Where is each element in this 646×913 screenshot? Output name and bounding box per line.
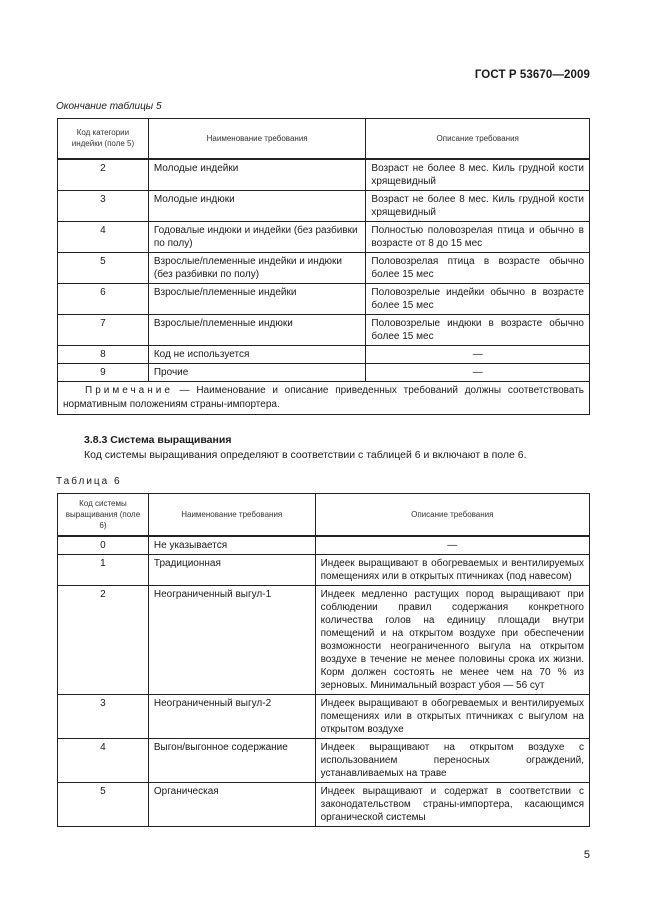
- table6-caption: Таблица 6: [56, 476, 122, 487]
- table-row: [58, 252, 590, 283]
- section-text: Код системы выращивания определяют в соответствии с таблицей 6 и включают в поле 6.: [84, 449, 527, 461]
- column-header-name: Наименование требования: [148, 119, 366, 159]
- row-description: Половозрелые индюки в возрасте обычно более 15 мес: [366, 314, 590, 345]
- table-row: [58, 585, 590, 694]
- table-row: [58, 782, 590, 826]
- column-header-description: Описание требования: [315, 494, 589, 536]
- row-description: Индеек медленно растущих пород выращивают при соблюдении правил содержания конкретного количества голов на единицу площади внутри помещений и на открытом воздухе при обеспечении возможности неограниченного выгула на открытом воздухе в течение не менее половины срока их жизни. Корм должен состоять не менее чем на 70 % из зерновых. Минимальный возраст убоя — 56 сут: [315, 585, 589, 694]
- row-name: Традиционная: [148, 554, 315, 585]
- table-row: [58, 363, 590, 381]
- table-row: [58, 283, 590, 314]
- row-code: 9: [58, 363, 149, 381]
- row-description: —: [366, 345, 590, 363]
- row-code: 2: [58, 585, 149, 694]
- row-code: 7: [58, 314, 149, 345]
- row-name: Взрослые/племенные индейки: [148, 283, 366, 314]
- row-description: Индеек выращивают на открытом воздухе с использованием переносных ограждений, устанавливаемых на траве: [315, 738, 589, 782]
- row-code: 4: [58, 738, 149, 782]
- table-row: [58, 345, 590, 363]
- row-code: 0: [58, 536, 149, 555]
- row-description: Половозрелые индейки обычно в возрасте более 15 мес: [366, 283, 590, 314]
- row-code: 3: [58, 694, 149, 738]
- row-name: Прочие: [148, 363, 366, 381]
- row-name: Органическая: [148, 782, 315, 826]
- table-row: [58, 554, 590, 585]
- row-name: Молодые индюки: [148, 190, 366, 221]
- row-code: 2: [58, 159, 149, 191]
- row-description: Возраст не более 8 мес. Киль грудной кости хрящевидный: [366, 159, 590, 191]
- table-row: [58, 536, 590, 555]
- standard-code: ГОСТ Р 53670—2009: [474, 69, 590, 81]
- row-code: 5: [58, 782, 149, 826]
- row-name: Код не используется: [148, 345, 366, 363]
- row-name: Неограниченный выгул-2: [148, 694, 315, 738]
- row-name: Выгон/выгонное содержание: [148, 738, 315, 782]
- row-name: Молодые индейки: [148, 159, 366, 191]
- row-name: Годовалые индюки и индейки (без разбивки по полу): [148, 221, 366, 252]
- column-header-code: Код категории индейки (поле 5): [58, 119, 149, 159]
- table5-note: [58, 381, 590, 414]
- table-row: [58, 314, 590, 345]
- row-description: Полностью половозрелая птица и обычно в возрасте от 8 до 15 мес: [366, 221, 590, 252]
- row-code: 4: [58, 221, 149, 252]
- column-header-code: Код системы выращивания (поле 6): [58, 494, 149, 536]
- note-label: Примечание: [85, 384, 173, 396]
- section-heading: 3.8.3 Система выращивания: [84, 434, 232, 446]
- page-number: 5: [583, 849, 590, 861]
- row-code: 1: [58, 554, 149, 585]
- row-description: Половозрелая птица в возрасте обычно более 15 мес: [366, 252, 590, 283]
- row-name: Взрослые/племенные индюки: [148, 314, 366, 345]
- table-row: [58, 738, 590, 782]
- row-name: Неограниченный выгул-1: [148, 585, 315, 694]
- note-text: — Наименование и описание приведенных требований должны соответствовать нормативным положениям страны-импортера.: [63, 384, 584, 410]
- row-name: Не указывается: [148, 536, 315, 555]
- row-description: Индеек выращивают в обогреваемых и вентилируемых помещениях или в открытых птичниках с выгулом на открытом воздухе: [315, 694, 589, 738]
- table6-body: [58, 536, 590, 827]
- table-row: [58, 190, 590, 221]
- row-description: Возраст не более 8 мес. Киль грудной кости хрящевидный: [366, 190, 590, 221]
- row-code: 8: [58, 345, 149, 363]
- table-5: [57, 118, 590, 415]
- column-header-description: Описание требования: [366, 119, 590, 159]
- row-name: Взрослые/племенные индейки и индюки (без разбивки по полу): [148, 252, 366, 283]
- row-code: 6: [58, 283, 149, 314]
- table-6: [57, 493, 590, 827]
- row-description: Индеек выращивают и содержат в соответствии с законодательством страны-импортера, касающимся органической системы: [315, 782, 589, 826]
- row-description: —: [315, 536, 589, 555]
- column-header-name: Наименование требования: [148, 494, 315, 536]
- table5-caption: Окончание таблицы 5: [56, 101, 162, 112]
- table5-body: [58, 159, 590, 382]
- row-code: 5: [58, 252, 149, 283]
- table-row: [58, 159, 590, 191]
- table-row: [58, 694, 590, 738]
- row-code: 3: [58, 190, 149, 221]
- row-description: Индеек выращивают в обогреваемых и вентилируемых помещениях или в открытых птичниках (под навесом): [315, 554, 589, 585]
- table-row: [58, 221, 590, 252]
- row-description: —: [366, 363, 590, 381]
